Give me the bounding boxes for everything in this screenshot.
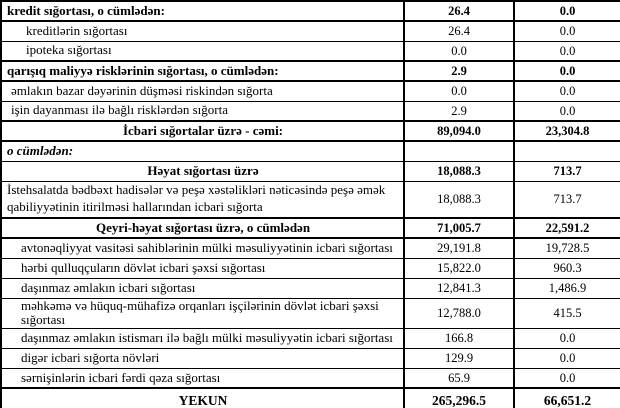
row-label: daşınmaz əmlakın istismarı ilə bağlı mülki məsuliyyətin icbari sığortası [1, 328, 404, 348]
value-col-1: 0.0 [404, 41, 514, 61]
row-label: məhkəmə və hüquq-mühafizə orqanları işçilərinin dövlət icbari şəxsi sığortası [1, 298, 404, 328]
value-col-1: 12,788.0 [404, 298, 514, 328]
table-row [1, 141, 620, 161]
row-label: sərnişinlərin icbari fərdi qəza sığortası [1, 368, 404, 388]
row-label: kredit sığortası, o cümlədən: [1, 1, 404, 21]
value-col-1: 26.4 [404, 21, 514, 41]
value-col-2: 0.0 [514, 368, 620, 388]
table-row [1, 258, 620, 278]
value-col-2: 960.3 [514, 258, 620, 278]
value-col-2: 0.0 [514, 41, 620, 61]
row-label: qarışıq maliyyə risklərinin sığortası, o cümlədən: [1, 61, 404, 81]
row-label: Həyat sığortası üzrə [1, 161, 404, 181]
value-col-2: 713.7 [514, 161, 620, 181]
value-col-1: 2.9 [404, 61, 514, 81]
value-col-1: 129.9 [404, 348, 514, 368]
value-col-1: 265,296.5 [404, 388, 514, 408]
table-row [1, 181, 620, 218]
value-col-2: 66,651.2 [514, 388, 620, 408]
value-col-2: 415.5 [514, 298, 620, 328]
value-col-2: 0.0 [514, 101, 620, 121]
row-label: ipoteka sığortası [1, 41, 404, 61]
value-col-2: 0.0 [514, 81, 620, 101]
row-label: İcbari sığortalar üzrə - cəmi: [1, 121, 404, 141]
value-col-1: 166.8 [404, 328, 514, 348]
table-row [1, 348, 620, 368]
table-row [1, 81, 620, 101]
value-col-1: 89,094.0 [404, 121, 514, 141]
value-col-1: 71,005.7 [404, 218, 514, 238]
row-label: kreditlərin sığortası [1, 21, 404, 41]
row-label: YEKUN [1, 388, 404, 408]
value-col-1: 65.9 [404, 368, 514, 388]
table-row [1, 218, 620, 238]
table-row [1, 61, 620, 81]
value-col-1 [404, 141, 514, 161]
row-label: İstehsalatda bədbəxt hadisələr və peşə xəstəlikləri nəticəsində peşə əmək qabiliyyətinin itirilməsi hallarından icbari sığorta [1, 181, 404, 218]
value-col-2: 0.0 [514, 61, 620, 81]
value-col-2: 23,304.8 [514, 121, 620, 141]
value-col-2: 1,486.9 [514, 278, 620, 298]
value-col-2: 22,591.2 [514, 218, 620, 238]
value-col-1: 18,088.3 [404, 181, 514, 218]
value-col-2: 0.0 [514, 21, 620, 41]
value-col-1: 18,088.3 [404, 161, 514, 181]
value-col-2: 19,728.5 [514, 238, 620, 258]
table-row [1, 298, 620, 328]
table-row [1, 1, 620, 21]
row-label: avtonəqliyyat vasitəsi sahiblərinin mülki məsuliyyətinin icbari sığortası [1, 238, 404, 258]
table-row [1, 368, 620, 388]
row-label: əmlakın bazar dəyərinin düşməsi riskindən sığorta [1, 81, 404, 101]
value-col-2: 713.7 [514, 181, 620, 218]
table-row [1, 161, 620, 181]
value-col-2 [514, 141, 620, 161]
value-col-2: 0.0 [514, 328, 620, 348]
row-label: o cümlədən: [1, 141, 404, 161]
value-col-1: 26.4 [404, 1, 514, 21]
value-col-1: 15,822.0 [404, 258, 514, 278]
row-label: digər icbari sığorta növləri [1, 348, 404, 368]
value-col-1: 29,191.8 [404, 238, 514, 258]
value-col-1: 2.9 [404, 101, 514, 121]
value-col-1: 12,841.3 [404, 278, 514, 298]
table-row [1, 238, 620, 258]
row-label: daşınmaz əmlakın icbari sığortası [1, 278, 404, 298]
table-row [1, 121, 620, 141]
row-label: işin dayanması ilə bağlı risklərdən sığorta [1, 101, 404, 121]
table-row [1, 41, 620, 61]
value-col-1: 0.0 [404, 81, 514, 101]
row-label: hərbi qulluqçuların dövlət icbari şəxsi sığortası [1, 258, 404, 278]
row-label: Qeyri-həyat sığortası üzrə, o cümlədən [1, 218, 404, 238]
value-col-2: 0.0 [514, 348, 620, 368]
table-row [1, 21, 620, 41]
value-col-2: 0.0 [514, 1, 620, 21]
table-row-total [1, 388, 620, 408]
table-row [1, 278, 620, 298]
table-row [1, 328, 620, 348]
table-row [1, 101, 620, 121]
